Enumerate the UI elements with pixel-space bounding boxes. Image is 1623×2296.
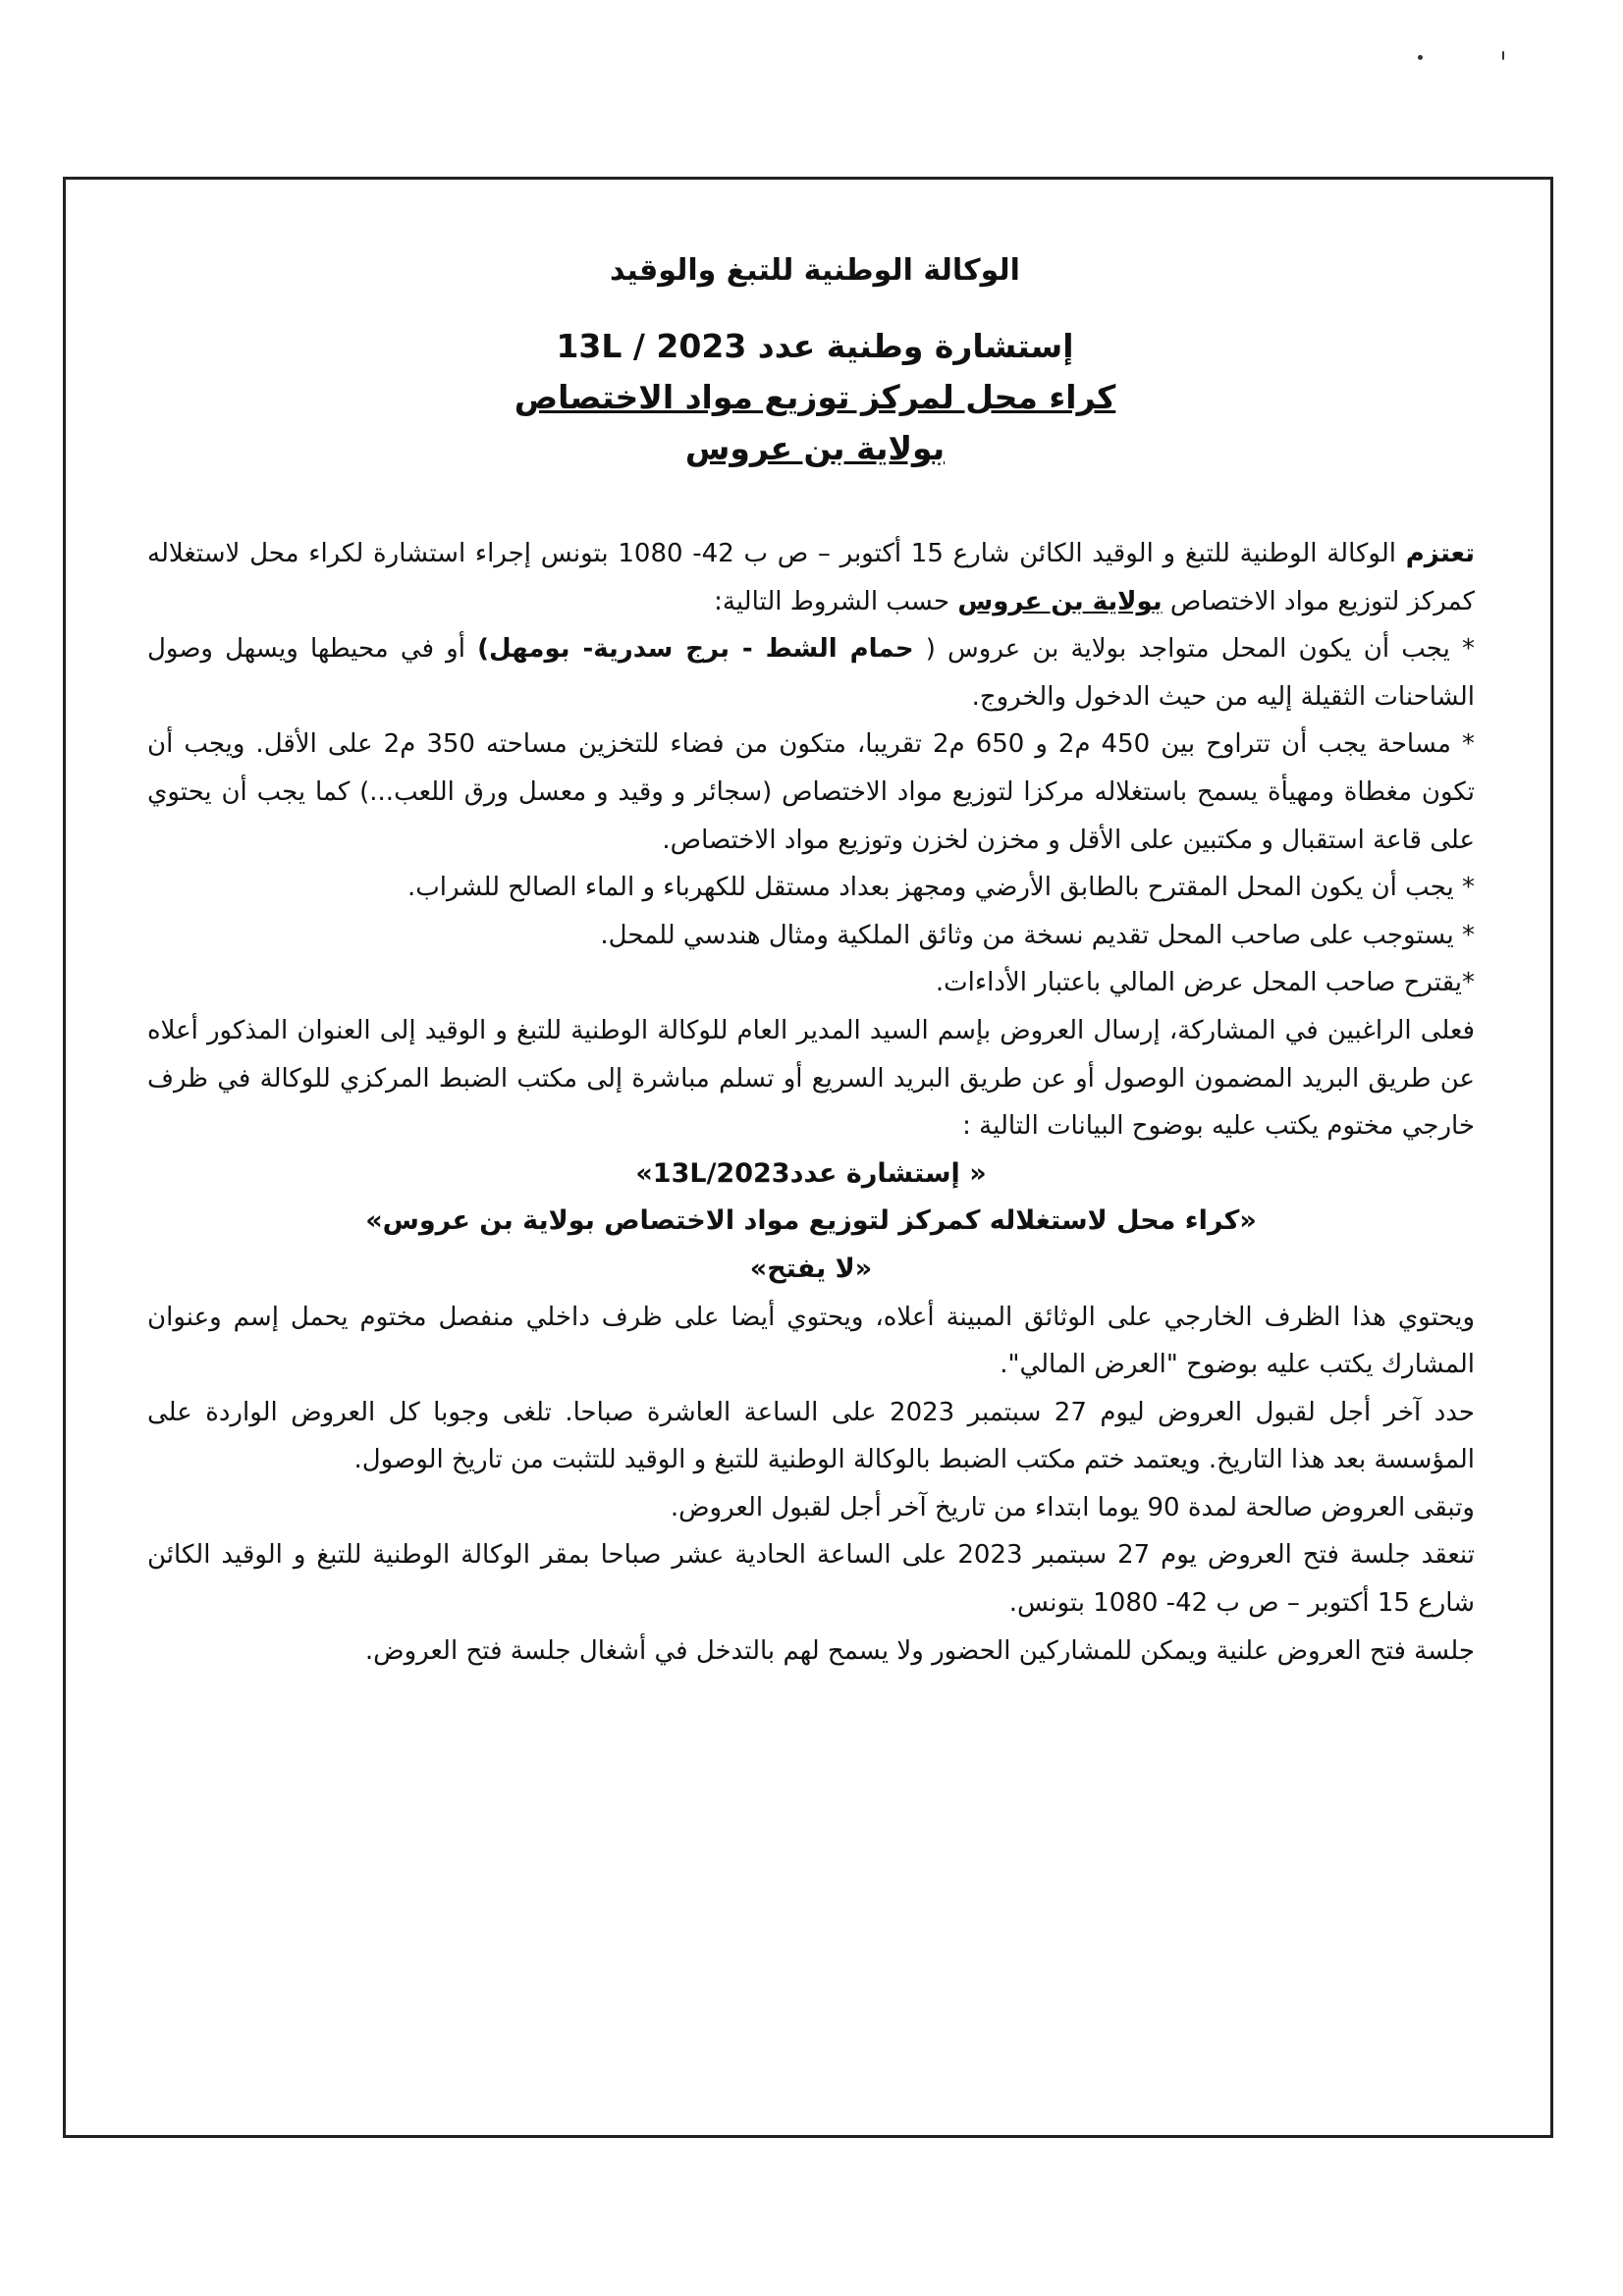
envelope-line-3: «لا يفتح»	[749, 1253, 873, 1284]
consultation-title: إستشارة وطنية عدد 13L / 2023	[556, 327, 1074, 365]
scan-speck	[1502, 51, 1504, 60]
document-body	[147, 530, 1475, 1675]
subject-line-2: بولاية بن عروس	[684, 429, 946, 467]
public-session-paragraph: جلسة فتح العروض علنية ويمكن للمشاركين الحضور ولا يسمح لهم بالتدخل في أشغال جلسة فتح العروض.	[364, 1635, 1475, 1666]
intro-bold: تعتزم	[1405, 539, 1475, 568]
deadline-paragraph: حدد آخر أجل لقبول العروض ليوم 27 سبتمبر 2023 على الساعة العاشرة صباحا. تلغى وجوبا كل العروض الواردة على المؤسسة بعد هذا التاريخ. ويعتمد ختم مكتب الضبط بالوكالة الوطنية للتبغ و الوقيد للتثبت من تاريخ الوصول.	[147, 1397, 1475, 1475]
condition-location-text-1: * يجب أن يكون المحل متواجد بولاية بن عروس (	[913, 634, 1475, 665]
condition-location	[147, 625, 1475, 721]
opening-session-paragraph: تنعقد جلسة فتح العروض يوم 27 سبتمبر 2023 على الساعة الحادية عشر صباحا بمقر الوكالة الوطنية للتبغ و الوقيد الكائن شارع 15 أكتوبر – ص ب 42- 1080 بتونس.	[147, 1540, 1475, 1619]
subject-line-1: كراء محل لمركز توزيع مواد الاختصاص	[514, 378, 1116, 416]
scan-speck	[1418, 55, 1423, 60]
condition-ground-floor: * يجب أن يكون المحل المقترح بالطابق الأرضي ومجهز بعداد مستقل للكهرباء و الماء الصالح للشراب.	[407, 873, 1475, 903]
condition-documents: * يستوجب على صاحب المحل تقديم نسخة من وثائق الملكية ومثال هندسي للمحل.	[600, 920, 1475, 950]
intro-text-1: الوكالة الوطنية للتبغ و الوقيد الكائن شارع 15 أكتوبر – ص ب 42- 1080 بتونس إجراء استشارة لكراء محل لاستغلاله كمركز لتوزيع مواد الاختصاص	[147, 539, 1475, 616]
intro-region: بولاية بن عروس	[957, 586, 1163, 616]
condition-offer: *يقترح صاحب المحل عرض المالي باعتبار الأداءات.	[935, 968, 1475, 998]
agency-name: الوكالة الوطنية للتبغ والوقيد	[610, 253, 1020, 288]
document-header	[157, 236, 1473, 474]
condition-area: * مساحة يجب أن تتراوح بين 450 م2 و 650 م2 تقريبا، متكون من فضاء للتخزين مساحته 350 م2 على الأقل. ويجب أن تكون مغطاة ومهيأة يسمح باستغلاله مركزا لتوزيع مواد الاختصاص (سجائر و وقيد و معسل ورق اللعب...) كما يجب أن يحتوي على قاعة استقبال و مكتبين على الأقل و مخزن لخزن وتوزيع مواد الاختصاص.	[147, 729, 1475, 855]
envelope-contents-paragraph: ويحتوي هذا الظرف الخارجي على الوثائق المبينة أعلاه، ويحتوي أيضا على ظرف داخلي منفصل مختوم يحمل إسم وعنوان المشارك يكتب عليه بوضوح "العرض المالي".	[147, 1302, 1475, 1380]
intro-text-2: حسب الشروط التالية:	[714, 586, 958, 616]
envelope-line-1: « إستشارة عدد13L/2023»	[635, 1157, 987, 1189]
condition-location-text-2: أو في محيطها ويسهل وصول الشاحنات الثقيلة إليه من حيث الدخول والخروج.	[147, 634, 1475, 712]
intro-paragraph	[147, 530, 1475, 625]
validity-paragraph: وتبقى العروض صالحة لمدة 90 يوما ابتداء من تاريخ آخر أجل لقبول العروض.	[670, 1492, 1475, 1522]
submission-paragraph: فعلى الراغبين في المشاركة، إرسال العروض بإسم السيد المدير العام للوكالة الوطنية للتبغ و الوقيد إلى العنوان المذكور أعلاه عن طريق البريد المضمون الوصول أو عن طريق البريد السريع أو تسلم مباشرة إلى مكتب الضبط المركزي للوكالة في ظرف خارجي مختوم يكتب عليه بوضوح البيانات التالية :	[147, 1015, 1475, 1142]
condition-location-places: حمام الشط - برج سدرية- بومهل)	[477, 634, 914, 665]
envelope-line-2: «كراء محل لاستغلاله كمركز لتوزيع مواد الاختصاص بولاية بن عروس»	[365, 1205, 1257, 1237]
